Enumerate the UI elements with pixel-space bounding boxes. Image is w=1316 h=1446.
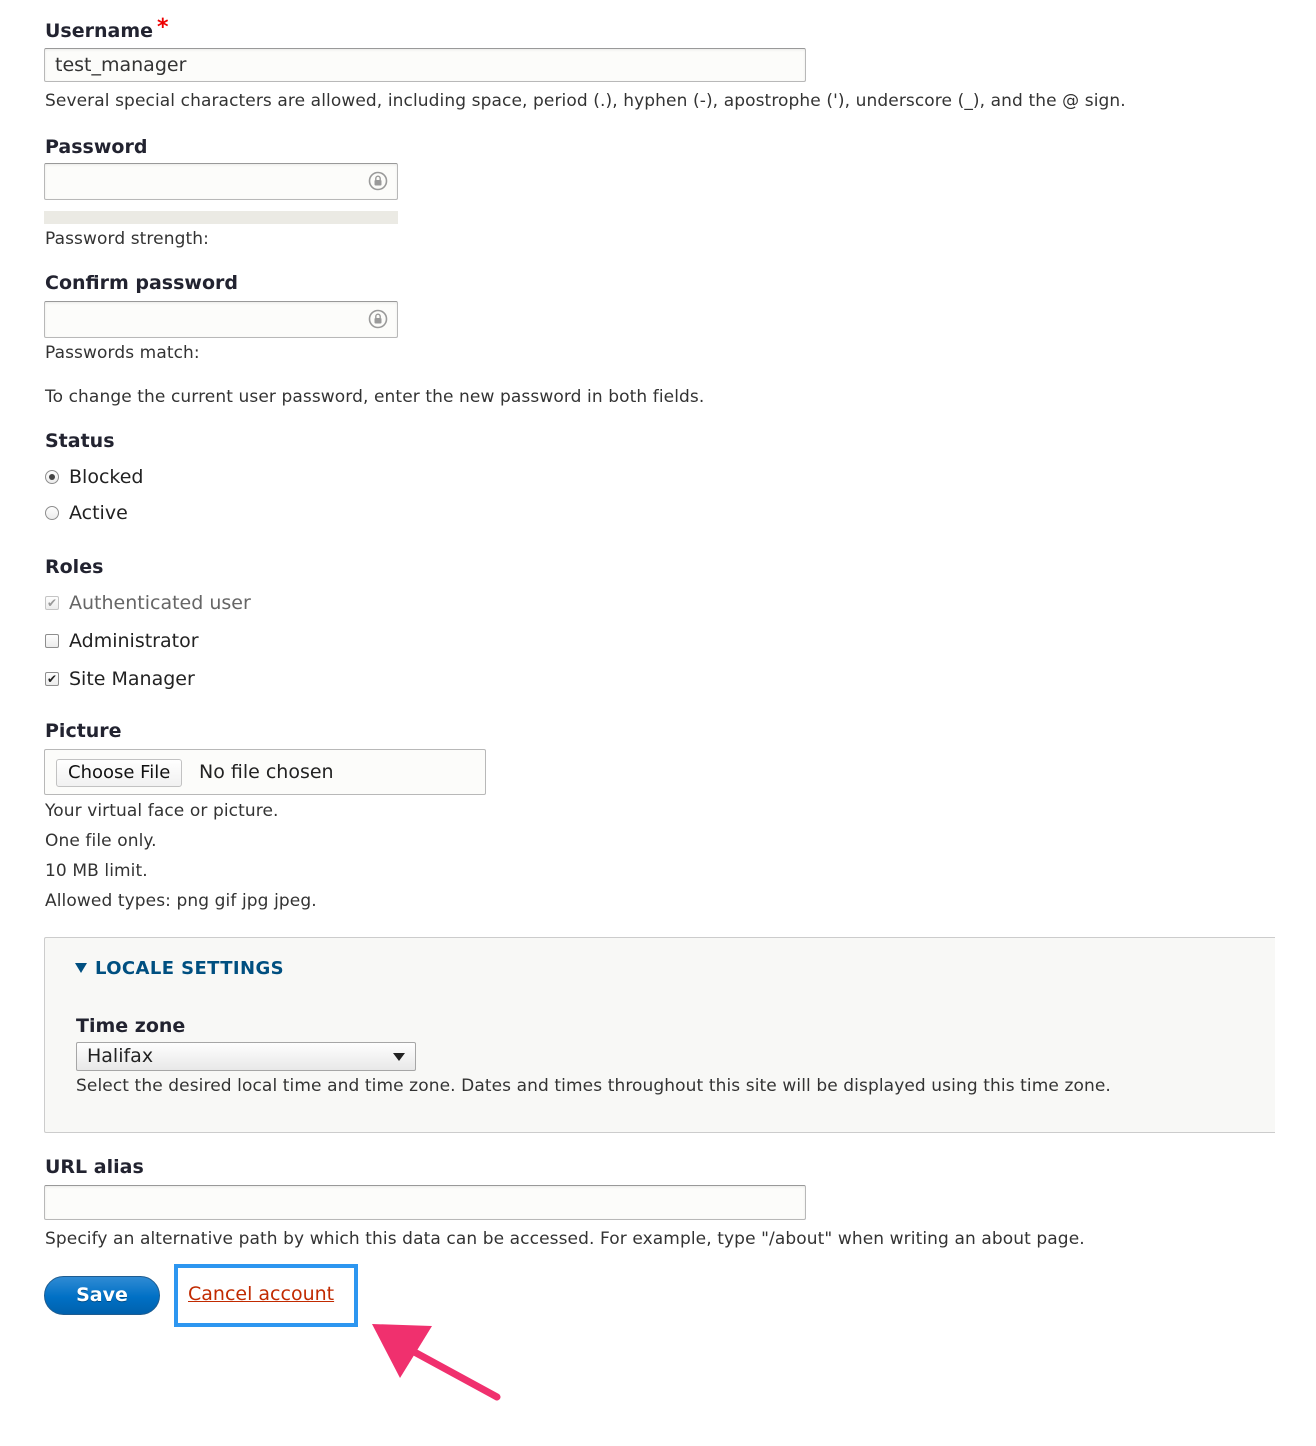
- picture-help-3: 10 MB limit.: [45, 861, 148, 881]
- checkbox-authenticated-user: ✔: [46, 596, 58, 610]
- username-input[interactable]: test_manager: [44, 48, 806, 82]
- password-strength-bar: [44, 211, 398, 224]
- timezone-label: Time zone: [76, 1015, 186, 1037]
- password-label: Password: [45, 136, 148, 158]
- roles-label: Roles: [45, 556, 104, 578]
- timezone-select[interactable]: Halifax: [76, 1042, 416, 1071]
- password-strength-label: Password strength:: [45, 229, 209, 249]
- status-option-active[interactable]: Active: [45, 502, 128, 524]
- save-button[interactable]: Save: [44, 1276, 160, 1315]
- url-alias-help: Specify an alternative path by which this data can be accessed. For example, type "/about" when writing an about page.: [45, 1229, 1085, 1249]
- locale-settings-panel: [44, 937, 1275, 1133]
- picture-file-field[interactable]: [44, 749, 486, 795]
- role-authenticated-user: ✔ Authenticated user: [46, 592, 251, 614]
- chevron-down-icon: [393, 1053, 405, 1061]
- username-label: Username *: [45, 15, 169, 42]
- checkbox-administrator[interactable]: [45, 634, 59, 648]
- radio-blocked[interactable]: [45, 470, 59, 484]
- file-status: No file chosen: [199, 761, 334, 783]
- picture-help-4: Allowed types: png gif jpg jpeg.: [45, 891, 317, 911]
- password-input[interactable]: [44, 163, 398, 200]
- lock-icon[interactable]: [368, 309, 388, 329]
- passwords-match-label: Passwords match:: [45, 343, 200, 363]
- role-site-manager[interactable]: ✔ Site Manager: [46, 668, 195, 690]
- picture-help-2: One file only.: [45, 831, 157, 851]
- checkbox-site-manager[interactable]: ✔: [46, 672, 58, 686]
- cancel-account-link[interactable]: Cancel account: [188, 1283, 335, 1305]
- picture-help-1: Your virtual face or picture.: [45, 801, 279, 821]
- timezone-help: Select the desired local time and time zone. Dates and times throughout this site will be displayed using this time zone.: [76, 1076, 1111, 1096]
- picture-label: Picture: [45, 720, 122, 742]
- required-mark: *: [157, 15, 169, 40]
- confirm-password-input[interactable]: [44, 301, 398, 338]
- username-description: Several special characters are allowed, including space, period (.), hyphen (-), apostrophe ('), underscore (_), and the @ sign.: [45, 91, 1126, 111]
- radio-active[interactable]: [45, 506, 59, 520]
- triangle-down-icon: [75, 963, 87, 973]
- lock-icon[interactable]: [368, 171, 388, 191]
- locale-settings-summary[interactable]: LOCALE SETTINGS: [75, 958, 284, 979]
- password-help: To change the current user password, enter the new password in both fields.: [45, 387, 705, 407]
- confirm-password-label: Confirm password: [45, 272, 239, 294]
- status-option-blocked[interactable]: Blocked: [45, 466, 143, 488]
- choose-file-button[interactable]: Choose File: [56, 759, 182, 787]
- role-administrator[interactable]: Administrator: [45, 630, 199, 652]
- status-label: Status: [45, 430, 115, 452]
- url-alias-label: URL alias: [45, 1156, 144, 1178]
- arrow-icon: [366, 1318, 506, 1404]
- url-alias-input[interactable]: [44, 1185, 806, 1220]
